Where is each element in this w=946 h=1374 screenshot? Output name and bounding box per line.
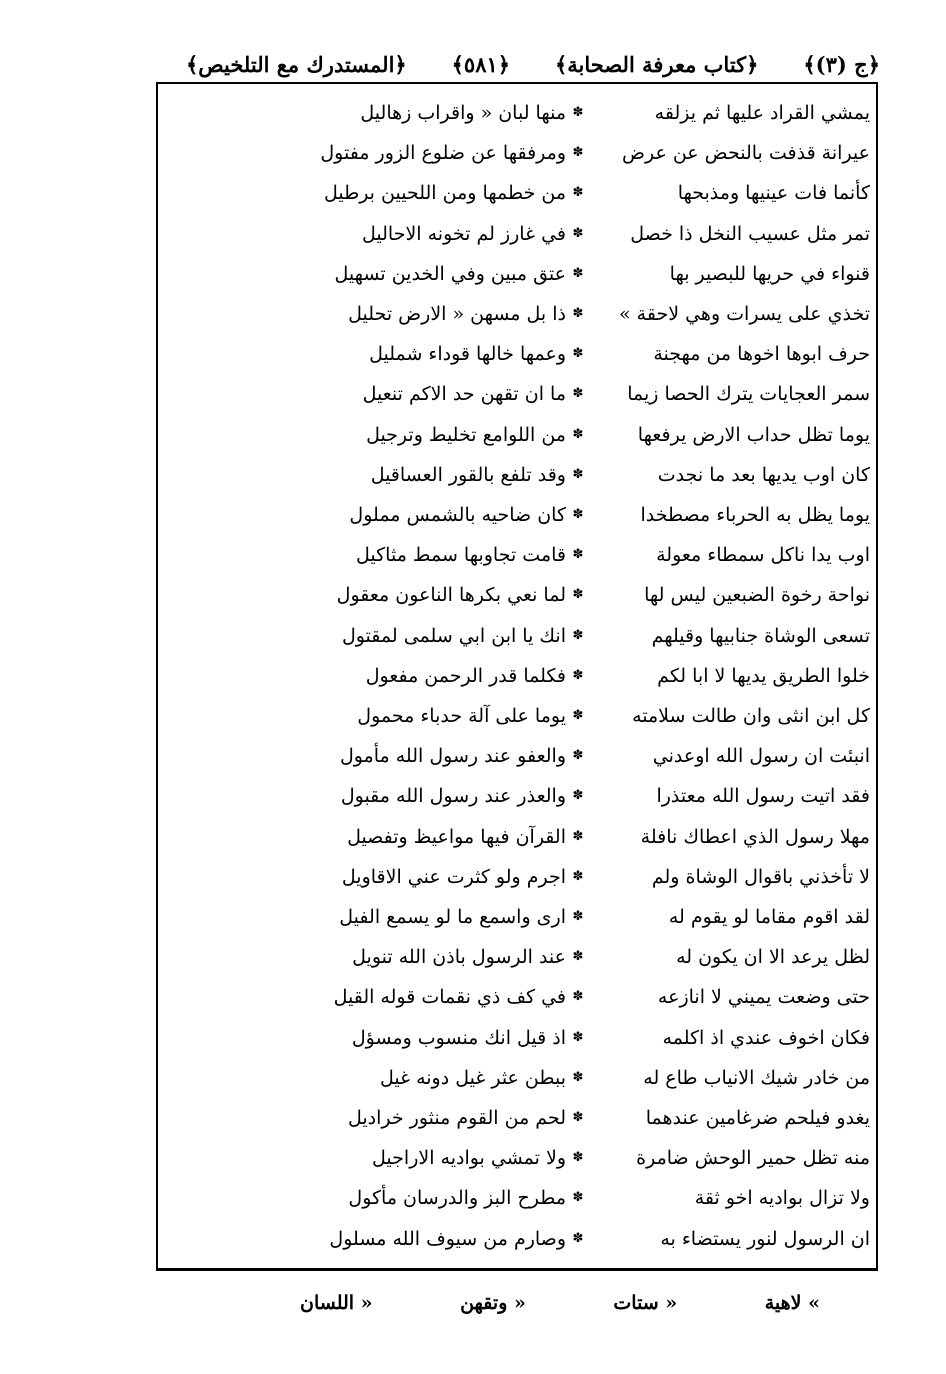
verse-line [170,336,870,372]
hemistich-separator: ✽ [572,1190,584,1206]
page-number: ﴿٥٨١﴾ [451,51,511,77]
hemistich-separator: ✽ [572,748,584,764]
verse-line [170,537,870,573]
verse-line [170,175,870,211]
second-hemistich: ولا تمشي بواديه الاراجيل [372,1147,566,1170]
hemistich-separator: ✽ [572,587,584,603]
verse-line [170,819,870,855]
first-hemistich: من خادر شيك الانياب طاع له [643,1066,870,1089]
first-hemistich: يمشي القراد عليها ثم يزلقه [654,102,870,124]
second-hemistich: من خطمها ومن اللحيين برطيل [323,182,566,205]
verse-line [170,1140,870,1176]
first-hemistich: منه تظل حمير الوحش ضامرة [636,1147,870,1170]
first-hemistich: ولا تزال بواديه اخو ثقة [694,1187,870,1210]
hemistich-separator: ✽ [572,346,584,362]
second-hemistich: من اللوامع تخليط وترجيل [366,423,566,446]
first-hemistich: قنواء في حريها للبصير بها [669,262,870,285]
hemistich-separator: ✽ [572,788,584,804]
second-hemistich: عند الرسول باذن الله تنويل [352,946,566,969]
second-hemistich: والعفو عند رسول الله مأمول [339,745,566,768]
second-hemistich: ما ان تقهن حد الاكم تنعيل [362,383,566,406]
first-hemistich: كل ابن انثى وان طالت سلامته [632,705,870,727]
first-hemistich: مهلا رسول الذي اعطاك نافلة [640,825,870,848]
footnotes [300,1286,820,1320]
footnote: « اللسان [300,1292,373,1314]
verse-line [170,1100,870,1136]
first-hemistich: كان اوب يديها بعد ما نجدت [657,463,870,486]
hemistich-separator: ✽ [572,989,584,1005]
verse-line [170,376,870,412]
first-hemistich: لقد اقوم مقاما لو يقوم له [668,906,870,928]
hemistich-separator: ✽ [572,1069,584,1085]
first-hemistich: يغدو فيلحم ضرغامين عندهما [645,1107,870,1129]
verse-line [170,95,870,131]
section-title: ﴿كتاب معرفة الصحابة﴾ [554,51,759,77]
first-hemistich: عيرانة قذفت بالنحض عن عرض [622,142,870,165]
verse-line [170,658,870,694]
verse-line [170,497,870,533]
footnote: « وتقهن [460,1292,526,1314]
first-hemistich: حرف ابوها اخوها من مهجنة [653,343,870,366]
hemistich-separator: ✽ [572,145,584,161]
verse-line [170,1221,870,1257]
volume-number: ﴿ج (٣)﴾ [803,51,880,77]
verse-line [170,296,870,332]
footnote: » لاهية [764,1292,820,1314]
second-hemistich: وصارم من سيوف الله مسلول [329,1227,566,1250]
hemistich-separator: ✽ [572,1230,584,1246]
poem-body [170,95,870,1265]
hemistich-separator: ✽ [572,225,584,241]
verse-line [170,1180,870,1216]
hemistich-separator: ✽ [572,667,584,683]
second-hemistich: ذا بل مسهن « الارض تحليل [348,303,566,325]
verse-line [170,1020,870,1056]
book-title: ﴿المستدرك مع التلخيص﴾ [186,51,407,77]
hemistich-separator: ✽ [572,868,584,884]
second-hemistich: عتق مبين وفي الخدين تسهيل [334,262,566,285]
verse-line [170,979,870,1015]
second-hemistich: اذ قيل انك منسوب ومسؤل [351,1026,566,1049]
first-hemistich: تمر مثل عسيب النخل ذا خصل [630,222,870,245]
hemistich-separator: ✽ [572,386,584,402]
hemistich-separator: ✽ [572,466,584,482]
verse-line [170,859,870,895]
second-hemistich: فكلما قدر الرحمن مفعول [365,664,566,687]
first-hemistich: خلوا الطريق يديها لا ابا لكم [657,664,870,687]
hemistich-separator: ✽ [572,1150,584,1166]
second-hemistich: منها لبان « واقراب زهاليل [360,102,566,124]
verse-line [170,457,870,493]
second-hemistich: كان ضاحيه بالشمس مملول [349,504,566,526]
first-hemistich: تسعى الوشاة جنابيها وقيلهم [651,624,870,647]
verse-line [170,135,870,171]
second-hemistich: في كف ذي نقمات قوله القيل [333,986,566,1009]
second-hemistich: وقد تلفع بالقور العساقيل [370,463,566,486]
first-hemistich: لظل يرعد الا ان يكون له [676,946,870,969]
hemistich-separator: ✽ [572,708,584,723]
first-hemistich: تخذي على يسرات وهي لاحقة » [619,303,870,325]
hemistich-separator: ✽ [572,105,584,120]
first-hemistich: كأنما فات عينيها ومذبحها [677,182,870,205]
second-hemistich: القرآن فيها مواعيظ وتفصيل [347,825,566,848]
first-hemistich: حتى وضعت يميني لا انازعه [657,986,870,1009]
hemistich-separator: ✽ [572,547,584,563]
verse-line [170,899,870,935]
hemistich-separator: ✽ [572,1110,584,1125]
hemistich-separator: ✽ [572,627,584,643]
verse-line [170,216,870,252]
first-hemistich: اوب يدا ناكل سمطاء معولة [656,544,870,567]
hemistich-separator: ✽ [572,185,584,201]
first-hemistich: انبئت ان رسول الله اوعدني [652,745,870,768]
verse-line [170,1060,870,1096]
verse-line [170,738,870,774]
first-hemistich: يوما يظل به الحرباء مصطخدا [640,504,870,526]
second-hemistich: لحم من القوم منثور خراديل [347,1107,566,1129]
hemistich-separator: ✽ [572,265,584,281]
hemistich-separator: ✽ [572,828,584,844]
page-header [186,44,880,84]
second-hemistich: ارى واسمع ما لو يسمع الفيل [339,906,566,928]
verse-line [170,256,870,292]
first-hemistich: فقد اتيت رسول الله معتذرا [656,785,870,808]
frame-bottom-rule [156,1268,878,1271]
second-hemistich: في غارز لم تخونه الاحاليل [362,222,566,245]
second-hemistich: مطرح البز والدرسان مأكول [348,1187,566,1210]
hemistich-separator: ✽ [572,306,584,321]
second-hemistich: ببطن عثر غيل دونه غيل [379,1066,566,1089]
second-hemistich: ومرفقها عن ضلوع الزور مفتول [320,142,566,165]
first-hemistich: ان الرسول لنور يستضاء به [660,1227,870,1250]
verse-line [170,939,870,975]
second-hemistich: يوما على آلة حدباء محمول [357,705,566,727]
hemistich-separator: ✽ [572,909,584,924]
first-hemistich: نواحة رخوة الضبعين ليس لها [644,584,870,607]
second-hemistich: انك يا ابن ابي سلمى لمقتول [341,624,566,647]
second-hemistich: قامت تجاوبها سمط مثاكيل [356,544,566,567]
second-hemistich: لما نعي بكرها الناعون معقول [336,584,566,607]
verse-line [170,417,870,453]
verse-line [170,698,870,734]
hemistich-separator: ✽ [572,949,584,965]
second-hemistich: وعمها خالها قوداء شمليل [369,343,566,366]
first-hemistich: يوما تظل حداب الارض يرفعها [637,423,870,446]
hemistich-separator: ✽ [572,426,584,442]
hemistich-separator: ✽ [572,507,584,522]
verse-line [170,778,870,814]
second-hemistich: والعذر عند رسول الله مقبول [340,785,566,808]
first-hemistich: سمر العجايات يترك الحصا زيما [627,383,870,406]
verse-line [170,618,870,654]
hemistich-separator: ✽ [572,1029,584,1045]
first-hemistich: لا تأخذني باقوال الوشاة ولم [651,865,870,888]
footnote: « ستات [613,1292,678,1314]
second-hemistich: اجرم ولو كثرت عني الاقاويل [341,865,566,888]
verse-line [170,577,870,613]
first-hemistich: فكان اخوف عندي اذ اكلمه [662,1026,870,1049]
